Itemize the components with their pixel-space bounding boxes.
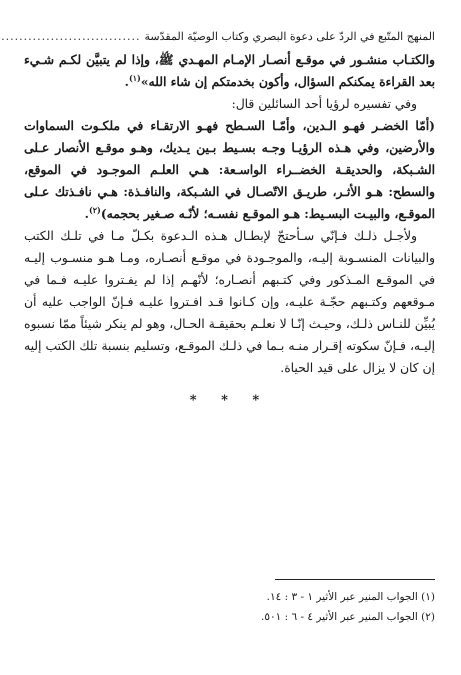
paragraph-intro: وفي تفسيره لرؤيا أحد السائلين قال: xyxy=(231,97,417,111)
footnote-ref-2[interactable]: (٢) xyxy=(88,204,101,215)
paragraph-quote-end xyxy=(24,49,435,93)
honorific-glyph: ﷺ xyxy=(158,52,174,67)
footnote-ref-1[interactable]: (١) xyxy=(128,72,141,83)
section-separator: * * * xyxy=(189,393,270,408)
header-leader-dots: ............................... xyxy=(1,30,141,43)
footnote-divider xyxy=(275,579,435,580)
paragraph-text: (أمّا الخضـر فهـو الـدين، وأمّـا السـطح فهـو الارتقـاء في ملكـوت السماوات والأرضين، وفي هـذه الرؤيـا وجـه بسـيط بـين يـديك، وهـو موقـع الأنصار عـلى الشـبكة، والحديقـة الخضــراء الواسـعة: هـي العلـم الموجـود في الموقع، والسطح: هـو الأثـر، طريـق الاتّصـال في الشـبكة، والنافـذة: هـي نافـذتك عـلى الموقـع، والبيـت البسـيط: هـو الموقـع نفسـه؛ لأنّـه صـغير بحجمه) xyxy=(24,118,435,221)
footnote-1: (١) الجواب المنير عبر الأثير ١ - ٣ : ١٤. xyxy=(266,591,435,603)
paragraph-dream-interpretation xyxy=(24,115,435,225)
paragraph-end: . xyxy=(124,74,129,89)
paragraph-text-b: ، وإذا لم يتبيَّن لكـم شـيء بعد القراءة يمكنكم السؤال، وأكون بخدمتكم إن شاء الله» xyxy=(24,52,435,89)
paragraph-argument: ولأجـل ذلـك فـإنّي سـأحتجّ لإبطـال هـذه الـدعوة بكـلّ مـا في تلـك الكتب والبيانات المنسـوبة إليـه، والموجـودة في موقـع أنصـاره، ومـا هـو منسـوب إليـه في الموقـع المـذكور وفي كتـبهم أنصـاره؛ لأنّهـم إذا لم يفـتروا عليـه فـما في مـوقعهم وكتـبهم حجّـة عليـه، وإن كـانوا قـد افـتروا عليـه فـإنّ الواجب عليه أن يُبيِّن للنـاس ذلـك، وحيـث إنّـا لا نعلـم بحقيقـة الحـال، وهو لم ينكر شيئاً ممّا نسبوه إليـه، فـإنّ سكوته إقـرار منـه بـما في ذلـك الموقـع، وتسليم بنسبة تلك الكتب إليه إن كان لا يزال على قيد الحياة. xyxy=(24,229,435,375)
footnote-2: (٢) الجواب المنير عبر الأثير ٤ - ٦ : ٥٠١. xyxy=(261,611,435,623)
running-header xyxy=(1,30,435,49)
footnotes xyxy=(24,587,435,627)
paragraph-text-a: والكتـاب منشـور في موقـع أنصـار الإمـام المهـدي xyxy=(173,52,435,67)
page-body xyxy=(24,49,435,408)
paragraph-end: . xyxy=(84,206,89,221)
running-title: المنهج المتّبع في الردّ على دعوة البصري وكتاب الوصيّة المقدّسة xyxy=(144,30,435,43)
